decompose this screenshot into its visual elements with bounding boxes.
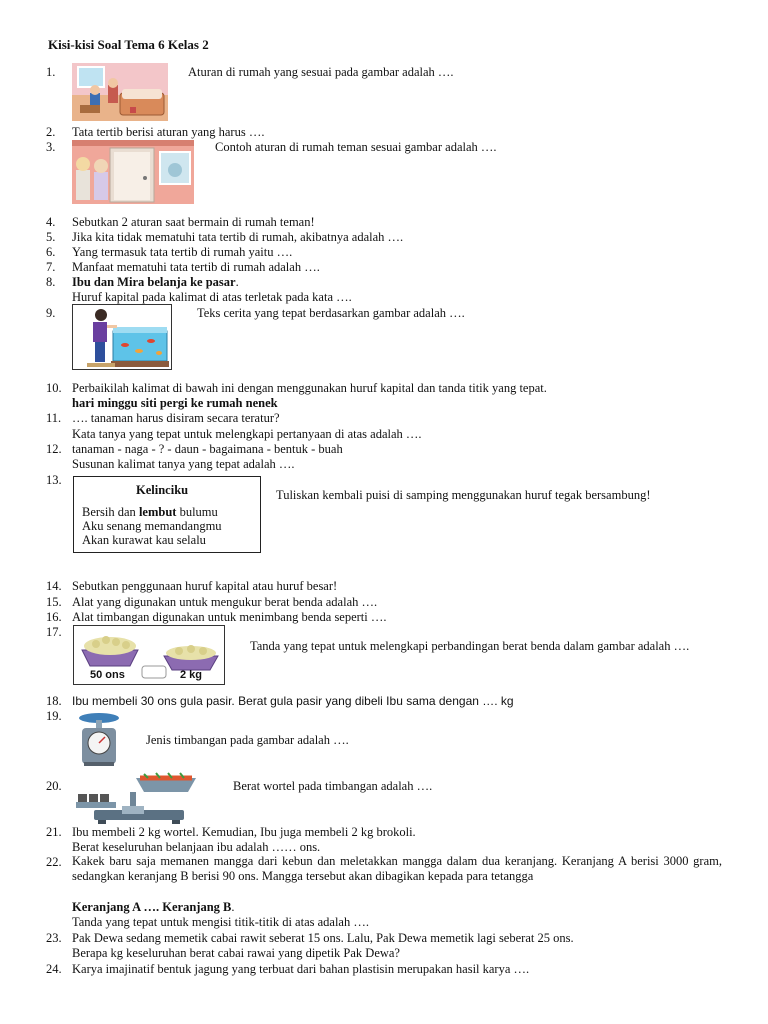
question-number: 5. xyxy=(46,230,56,244)
question-sentence xyxy=(72,275,239,289)
weight-label-right: 2 kg xyxy=(180,669,203,681)
children-bedroom-illustration xyxy=(72,63,168,121)
question-text: Alat timbangan digunakan untuk menimbang benda seperti …. xyxy=(72,610,387,624)
question-text: Karya imajinatif bentuk jagung yang terbuat dari bahan plastisin merupakan hasil karya …. xyxy=(72,962,530,976)
question-text: Aturan di rumah yang sesuai pada gambar adalah …. xyxy=(188,65,454,79)
question-number: 18. xyxy=(46,694,62,708)
question-number: 9. xyxy=(46,306,56,320)
question-number: 8. xyxy=(46,275,56,289)
question-text: Teks cerita yang tepat berdasarkan gambar adalah …. xyxy=(197,306,465,320)
question-number: 15. xyxy=(46,595,62,609)
question-sentence xyxy=(72,900,235,914)
question-text: Kakek baru saja memanen mangga dari kebun dan meletakkan mangga dalam dua keranjang. Keranjang A berisi 3000 gram, sedangkan keranjang B berisi 90 ons. Mangga tersebut akan dibagikan kepada para tetangga xyxy=(72,854,722,883)
question-number: 2. xyxy=(46,125,56,139)
question-text: Ibu membeli 2 kg wortel. Kemudian, Ibu juga membeli 2 kg brokoli. xyxy=(72,825,416,839)
question-number: 7. xyxy=(46,260,56,274)
bold-sentence: Keranjang A …. Keranjang B xyxy=(72,900,232,914)
question-text: Ibu membeli 30 ons gula pasir. Berat gula pasir yang dibeli Ibu sama dengan …. kg xyxy=(72,694,514,708)
aquarium-boy-illustration xyxy=(72,304,172,370)
bold-sentence: hari minggu siti pergi ke rumah nenek xyxy=(72,396,278,410)
question-number: 20. xyxy=(46,779,62,793)
poem-line: Akan kurawat kau selalu xyxy=(82,533,206,547)
question-text: Huruf kapital pada kalimat di atas terletak pada kata …. xyxy=(72,290,352,304)
weight-label-left: 50 ons xyxy=(90,669,125,681)
poem-bold-word: lembut xyxy=(138,505,177,519)
visiting-friend-illustration xyxy=(72,140,194,204)
question-text: Susunan kalimat tanya yang tepat adalah …. xyxy=(72,457,295,471)
question-number: 23. xyxy=(46,931,62,945)
question-text: Jika kita tidak mematuhi tata tertib di rumah, akibatnya adalah …. xyxy=(72,230,404,244)
question-number: 22. xyxy=(46,855,62,869)
question-number: 3. xyxy=(46,140,56,154)
question-number: 1. xyxy=(46,65,56,79)
question-text: Alat yang digunakan untuk mengukur berat benda adalah …. xyxy=(72,595,378,609)
question-number: 6. xyxy=(46,245,56,259)
question-number: 4. xyxy=(46,215,56,229)
question-number: 24. xyxy=(46,962,62,976)
question-number: 19. xyxy=(46,709,62,723)
weight-comparison-illustration xyxy=(73,625,225,685)
question-number: 12. xyxy=(46,442,62,456)
question-number: 10. xyxy=(46,381,62,395)
question-text: Sebutkan 2 aturan saat bermain di rumah teman! xyxy=(72,215,315,229)
question-text: Yang termasuk tata tertib di rumah yaitu …. xyxy=(72,245,293,259)
question-text: tanaman - naga - ? - daun - bagaimana - bentuk - buah xyxy=(72,442,343,456)
question-text: Berat wortel pada timbangan adalah …. xyxy=(233,779,433,793)
page-title: Kisi-kisi Soal Tema 6 Kelas 2 xyxy=(48,37,209,52)
poem-text: Bersih dan xyxy=(82,505,139,519)
question-number: 21. xyxy=(46,825,62,839)
question-number: 13. xyxy=(46,473,62,487)
kitchen-scale-illustration xyxy=(76,710,122,768)
question-text: Pak Dewa sedang memetik cabai rawit seberat 15 ons. Lalu, Pak Dewa memetik lagi seberat 25 ons. xyxy=(72,931,574,945)
question-text: Berapa kg keseluruhan berat cabai rawai yang dipetik Pak Dewa? xyxy=(72,946,400,960)
poem-line: Aku senang memandangmu xyxy=(82,519,222,533)
question-text: Tanda yang tepat untuk melengkapi perbandingan berat benda dalam gambar adalah …. xyxy=(250,639,690,653)
question-text: Contoh aturan di rumah teman sesuai gambar adalah …. xyxy=(215,140,497,154)
question-text: Tuliskan kembali puisi di samping menggunakan huruf tegak bersambung! xyxy=(276,488,651,502)
question-text: …. tanaman harus disiram secara teratur? xyxy=(72,411,280,425)
poem-line xyxy=(82,505,218,519)
sentence-period: . xyxy=(231,900,235,914)
question-text: Kata tanya yang tepat untuk melengkapi pertanyaan di atas adalah …. xyxy=(72,427,422,441)
question-text: Tata tertib berisi aturan yang harus …. xyxy=(72,125,265,139)
balance-scale-carrots-illustration xyxy=(74,770,200,826)
question-number: 11. xyxy=(46,411,62,425)
poem-box xyxy=(73,476,261,553)
question-text: Manfaat mematuhi tata tertib di rumah adalah …. xyxy=(72,260,320,274)
question-text: Berat keseluruhan belanjaan ibu adalah …… ons. xyxy=(72,840,321,854)
question-text: Sebutkan penggunaan huruf kapital atau huruf besar! xyxy=(72,579,338,593)
question-number: 16. xyxy=(46,610,62,624)
question-text: Tanda yang tepat untuk mengisi titik-titik di atas adalah …. xyxy=(72,915,369,929)
bold-sentence: Ibu dan Mira belanja ke pasar xyxy=(72,275,236,289)
question-number: 14. xyxy=(46,579,62,593)
poem-text: bulumu xyxy=(176,505,218,519)
question-text: Jenis timbangan pada gambar adalah …. xyxy=(146,733,349,747)
poem-title: Kelinciku xyxy=(136,483,189,497)
question-number: 17. xyxy=(46,625,62,639)
sentence-period: . xyxy=(235,275,239,289)
question-text: Perbaikilah kalimat di bawah ini dengan menggunakan huruf kapital dan tanda titik yang tepat. xyxy=(72,381,547,395)
